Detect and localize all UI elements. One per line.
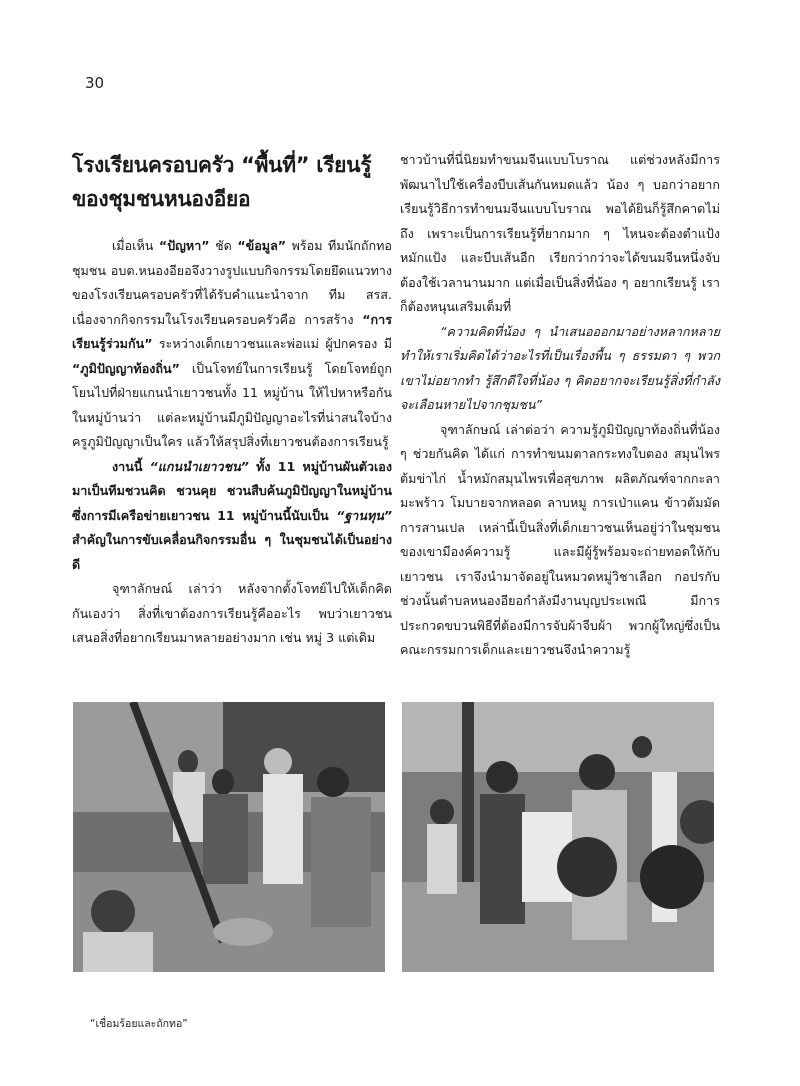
- photo-cloth-folding: [402, 702, 714, 972]
- quote-paragraph: “ความคิดที่น้อง ๆ นำเสนอออกมาอย่างหลากหลายทำให้เราเริ่มคิดได้ว่าอะไรที่เป็นเรื่องพื้น ๆ ธรรมดา ๆ พวกเขาไม่อยากทำ รู้สึกดีใจที่น้อง ๆ คิดอยากจะเรียนรู้สิ่งที่กำลังจะเลือนหายไปจากชุมชน”: [400, 323, 720, 412]
- left-column: [72, 148, 392, 651]
- paragraph-continued: ชาวบ้านที่นี่นิยมทำขนมจีนแบบโบราณ แต่ช่วงหลังมีการพัฒนาไปใช้เครื่องบีบเส้นกันหมดแล้ว น้อง ๆ บอกว่าอยากเรียนรู้วิธีการทำขนมจีนแบบโบราณ พอได้ยินก็รู้สึกคาดไม่ถึง เพราะเป็นการเรียนรู้ที่ยากมาก ๆ ไหนจะต้องตำแป้ง หมักแป้ง และบีบเส้นอีก เรียกว่ากว่าจะได้ขนมจีนหนึ่งจับต้องใช้เวลานานมาก แต่เมื่อเป็นสิ่งที่น้อง ๆ อยากเรียนรู้ เราก็ต้องหนุนเสริมเต็มที่: [400, 152, 720, 314]
- paragraph-local-wisdom: จุฑาลักษณ์ เล่าต่อว่า ความรู้ภูมิปัญญาท้องถิ่นที่น้อง ๆ ช่วยกันคิด ได้แก่ การทำขนมตาลกระทงใบตอง สมุนไพร ต้มข่าไก่ น้ำหมักสมุนไพรเพื่อสุขภาพ ผลิตภัณฑ์จากกะลามะพร้าว โมบายจากหลอด ลาบหมู การเป่าแคน ข้าวต้มมัด การสานเปล เหล่านี้เป็นสิ่งที่เด็กเยาวชนเห็นอยู่ว่าในชุมชนของเขามีองค์ความรู้ และมีผู้รู้พร้อมจะถ่ายทอดให้กับเยาวชน เราจึงนำมาจัดอยู่ในหมวดหมู่วิชาเลือก กอปรกับช่วงนั้นตำบลหนองอียอกำลังมีงานบุญประเพณี มีการประกวดขบวนพิธีที่ต้องมีการจับผ้าจีบผ้า พวกผู้ใหญ่ซึ่งเป็นคณะกรรมการเด็กและเยาวชนจึงนำความรู้: [400, 421, 720, 657]
- page-footer-caption: “เชื่อมร้อยและถักทอ”: [90, 1018, 188, 1030]
- paragraph-intro: เมื่อเห็น “ปัญหา” ชัด “ข้อมูล” พร้อม ทีมนักถักทอชุมชน อบต.หนองอียอจึงวางรูปแบบกิจกรรมโดยยึดแนวทางของโรงเรียนครอบครัวที่ได้รับคำแนะนำจาก ทีม สรส. เนื่องจากกิจกรรมในโรงเรียนครอบครัวคือ การสร้าง “การเรียนรู้ร่วมกัน” ระหว่างเด็กเยาวชนและพ่อแม่ ผู้ปกครอง มี “ภูมิปัญญาท้องถิ่น” เป็นโจทย์ในการเรียนรู้ โดยโจทย์ถูกโยนไปที่ฝ่ายแกนนำเยาวชนทั้ง 11 หมู่บ้าน ให้ไปหาหรือกันในหมู่บ้านว่า แต่ละหมู่บ้านมีภูมิปัญญาอะไรที่น่าสนใจบ้าง ครูภูมิปัญญาเป็นใคร แล้วให้สรุปสิ่งที่เยาวชนต้องการเรียนรู้: [72, 238, 392, 449]
- right-column: [400, 148, 720, 663]
- paragraph-youth-leaders: งานนี้ “แกนนำเยาวชน” ทั้ง 11 หมู่บ้านผันตัวเองมาเป็นทีมชวนคิด ชวนคุย ชวนสืบค้นภูมิปัญญาในหมู่บ้าน ซึ่งการมีเครือข่ายเยาวชน 11 หมู่บ้านนี้นับเป็น “ฐานทุน” สำคัญในการขับเคลื่อนกิจกรรมอื่น ๆ ในชุมชนได้เป็นอย่างดี: [72, 458, 392, 572]
- article-title: โรงเรียนครอบครัว “พื้นที่” เรียนรู้ของชุมชนหนองอียอ: [72, 153, 372, 211]
- paragraph-jutalak: จุฑาลักษณ์ เล่าว่า หลังจากตั้งโจทย์ไปให้เด็กคิดกันเองว่า สิ่งที่เขาต้องการเรียนรู้คืออะไร พบว่าเยาวชนเสนอสิ่งที่อยากเรียนมาหลายอย่างมาก เช่น หมู่ 3 แต่เดิม: [72, 581, 392, 645]
- photo-villagers-activity: [73, 702, 385, 972]
- page-number: 30: [85, 74, 105, 92]
